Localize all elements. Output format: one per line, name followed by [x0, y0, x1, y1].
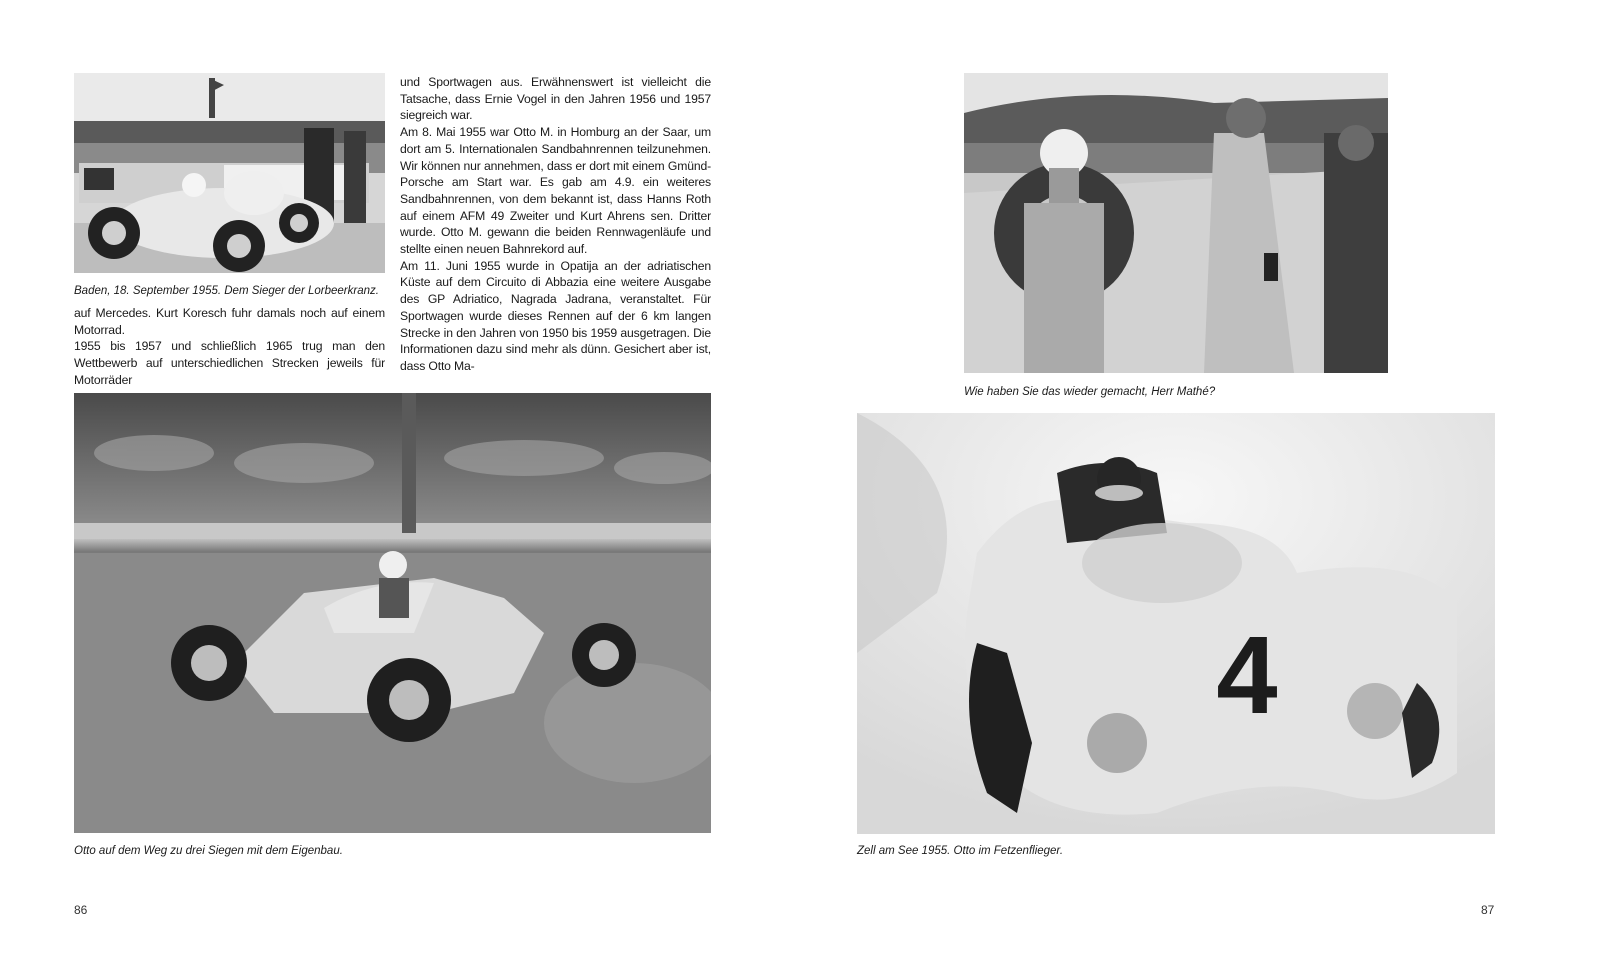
- paragraph: und Sportwagen aus. Erwähnenswert ist vielleicht die Tatsache, dass Ernie Vogel in den Jahren 1956 und 1957 siegreich war.: [400, 75, 711, 123]
- page-number: 87: [1481, 903, 1495, 917]
- photo-caption: Zell am See 1955. Otto im Fetzenflieger.: [857, 845, 1064, 857]
- page-number: 86: [74, 903, 88, 917]
- photo-driver-wreath: [964, 73, 1388, 373]
- photo-caption: Wie haben Sie das wieder gemacht, Herr Mathé?: [964, 386, 1216, 398]
- paragraph: Am 11. Juni 1955 wurde in Opatija an der adriatischen Küste auf dem Circuito di Abbazia eine weitere Ausgabe des GP Adriatico, Nagrada Jadrana, veranstaltet. Für Sportwagen wurde dieses Rennen auf der 6 km langen Strecke in den Jahren von 1950 bis 1959 ausgetragen. Die Informationen dazu sind mehr als dünn. Gesichert aber ist, dass Otto Ma-: [400, 258, 711, 373]
- car-number-label: 4: [1216, 614, 1278, 737]
- paragraph: Am 8. Mai 1955 war Otto M. in Homburg an der Saar, um dort am 5. Internationalen Sandbahnrennen teilzunehmen. Wir können nur annehmen, dass er dort mit einem Gmünd-Porsche am Start war. Es gab am 4.9. ein weiteres Sandbahnrennen, von dem bekannt ist, dass Hanns Roth auf einem AFM 49 Zweiter und Kurt Ahrens sen. Dritter wurde. Otto M. gewann die beiden Rennwagenläufe und stellte einen neuen Bahnrekord auf.: [400, 125, 711, 257]
- photo-baden-winner: [74, 73, 385, 273]
- text-column-right: [400, 74, 711, 375]
- paragraph: auf Mercedes. Kurt Koresch fuhr damals noch auf einem Motorrad.: [74, 306, 385, 337]
- paragraph: 1955 bis 1957 und schließlich 1965 trug man den Wettbewerb auf unterschiedlichen Strecken jeweils für Motorräder: [74, 339, 385, 387]
- photo-snow-car: [857, 413, 1495, 834]
- photo-racing-car: [74, 393, 711, 833]
- photo-caption: Baden, 18. September 1955. Dem Sieger der Lorbeerkranz.: [74, 285, 379, 297]
- text-column-left: [74, 305, 385, 389]
- photo-caption: Otto auf dem Weg zu drei Siegen mit dem Eigenbau.: [74, 845, 343, 857]
